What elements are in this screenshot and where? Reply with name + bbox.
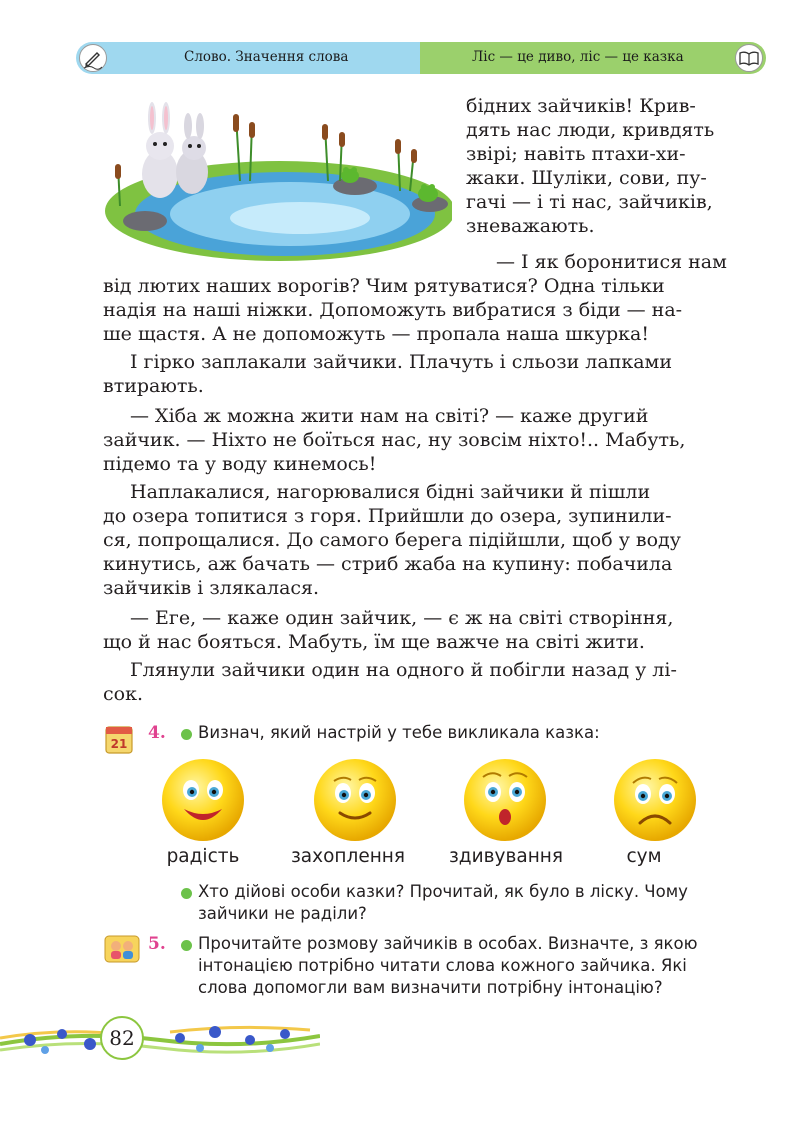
page-number: 82	[100, 1016, 144, 1060]
exercise-prompt: Визнач, який настрій у тебе викликала казка:	[198, 723, 600, 742]
story-line: зайчиків і злякалася.	[103, 577, 320, 599]
svg-text:21: 21	[110, 737, 128, 751]
story-line: від лютих наших ворогів? Чим рятуватися? Одна тільки	[103, 275, 665, 297]
story-line: гачі — і ті нас, зайчиків,	[466, 191, 713, 213]
exercise-line: Прочитайте розмову зайчиків в особах. Визначте, з якою	[198, 934, 698, 953]
story-line: надія на наші ніжки. Допоможуть вибратися з біди — на-	[103, 299, 683, 321]
question-line: зайчики не раділи?	[198, 904, 367, 923]
story-line: до озера топитися з горя. Прийшли до озера, зупинили-	[103, 505, 672, 527]
story-line: ся, попрощалися. До самого берега підійшли, щоб у воду	[103, 529, 681, 551]
story-line: звірі; навіть птахи-хи-	[466, 143, 686, 165]
open-book-icon	[735, 44, 763, 72]
hares-by-pond-illustration	[100, 96, 452, 262]
story-line: втирають.	[103, 375, 204, 397]
mood-label: захоплення	[290, 846, 406, 867]
surprised-face-icon	[462, 757, 548, 843]
story-line: Наплакалися, нагорювалися бідні зайчики й пішли	[130, 481, 651, 503]
header-section-title: Слово. Значення слова	[184, 49, 349, 65]
story-line: зайчик. — Ніхто не боїться нас, ну зовсім ніхто!.. Мабуть,	[103, 429, 686, 451]
happy-face-icon	[160, 757, 246, 843]
exercise-number: 4.	[148, 723, 166, 743]
story-line: сок.	[103, 683, 143, 705]
story-line: дять нас люди, кривдять	[466, 119, 715, 141]
story-line: — І як боронитися нам	[496, 251, 727, 273]
question-line: Хто дійові особи казки? Прочитай, як було в ліску. Чому	[198, 882, 688, 901]
story-line: що й нас бояться. Мабуть, їм ще важче на світі жити.	[103, 631, 645, 653]
story-line: кинутись, аж бачать — стриб жаба на купину: побачила	[103, 553, 673, 575]
exercise-line: слова допомогли вам визначити потрібну інтонацію?	[198, 978, 663, 997]
flowers-decoration	[0, 1010, 320, 1070]
header-topic-title: Ліс — це диво, ліс — це казка	[472, 49, 684, 65]
bullet-icon	[181, 729, 192, 740]
pair-work-icon	[103, 932, 141, 966]
story-line: Глянули зайчики один на одного й побігли назад у лі-	[130, 659, 677, 681]
mood-label: радість	[166, 846, 240, 867]
calendar-task-icon	[103, 722, 137, 756]
story-line: бідних зайчиків! Крив-	[466, 95, 696, 117]
delighted-face-icon	[312, 757, 398, 843]
story-line: жаки. Шуліки, сови, пу-	[466, 167, 707, 189]
story-line: підемо та у воду кинемось!	[103, 453, 377, 475]
story-line: — Еге, — каже один зайчик, — є ж на світі створіння,	[130, 607, 674, 629]
pen-writing-icon	[79, 44, 107, 72]
story-line: зневажають.	[466, 215, 595, 237]
bullet-icon	[181, 940, 192, 951]
sad-face-icon	[612, 757, 698, 843]
story-line: — Хіба ж можна жити нам на світі? — каже другий	[130, 405, 649, 427]
mood-label: здивування	[448, 846, 564, 867]
exercise-line: інтонацією потрібно читати слова кожного зайчика. Які	[198, 956, 687, 975]
story-line: ше щастя. А не допоможуть — пропала наша шкурка!	[103, 323, 650, 345]
bullet-icon	[181, 888, 192, 899]
mood-label: сум	[626, 846, 662, 867]
page-header	[76, 42, 766, 74]
story-line: І гірко заплакали зайчики. Плачуть і сльози лапками	[130, 351, 673, 373]
exercise-number: 5.	[148, 934, 166, 954]
